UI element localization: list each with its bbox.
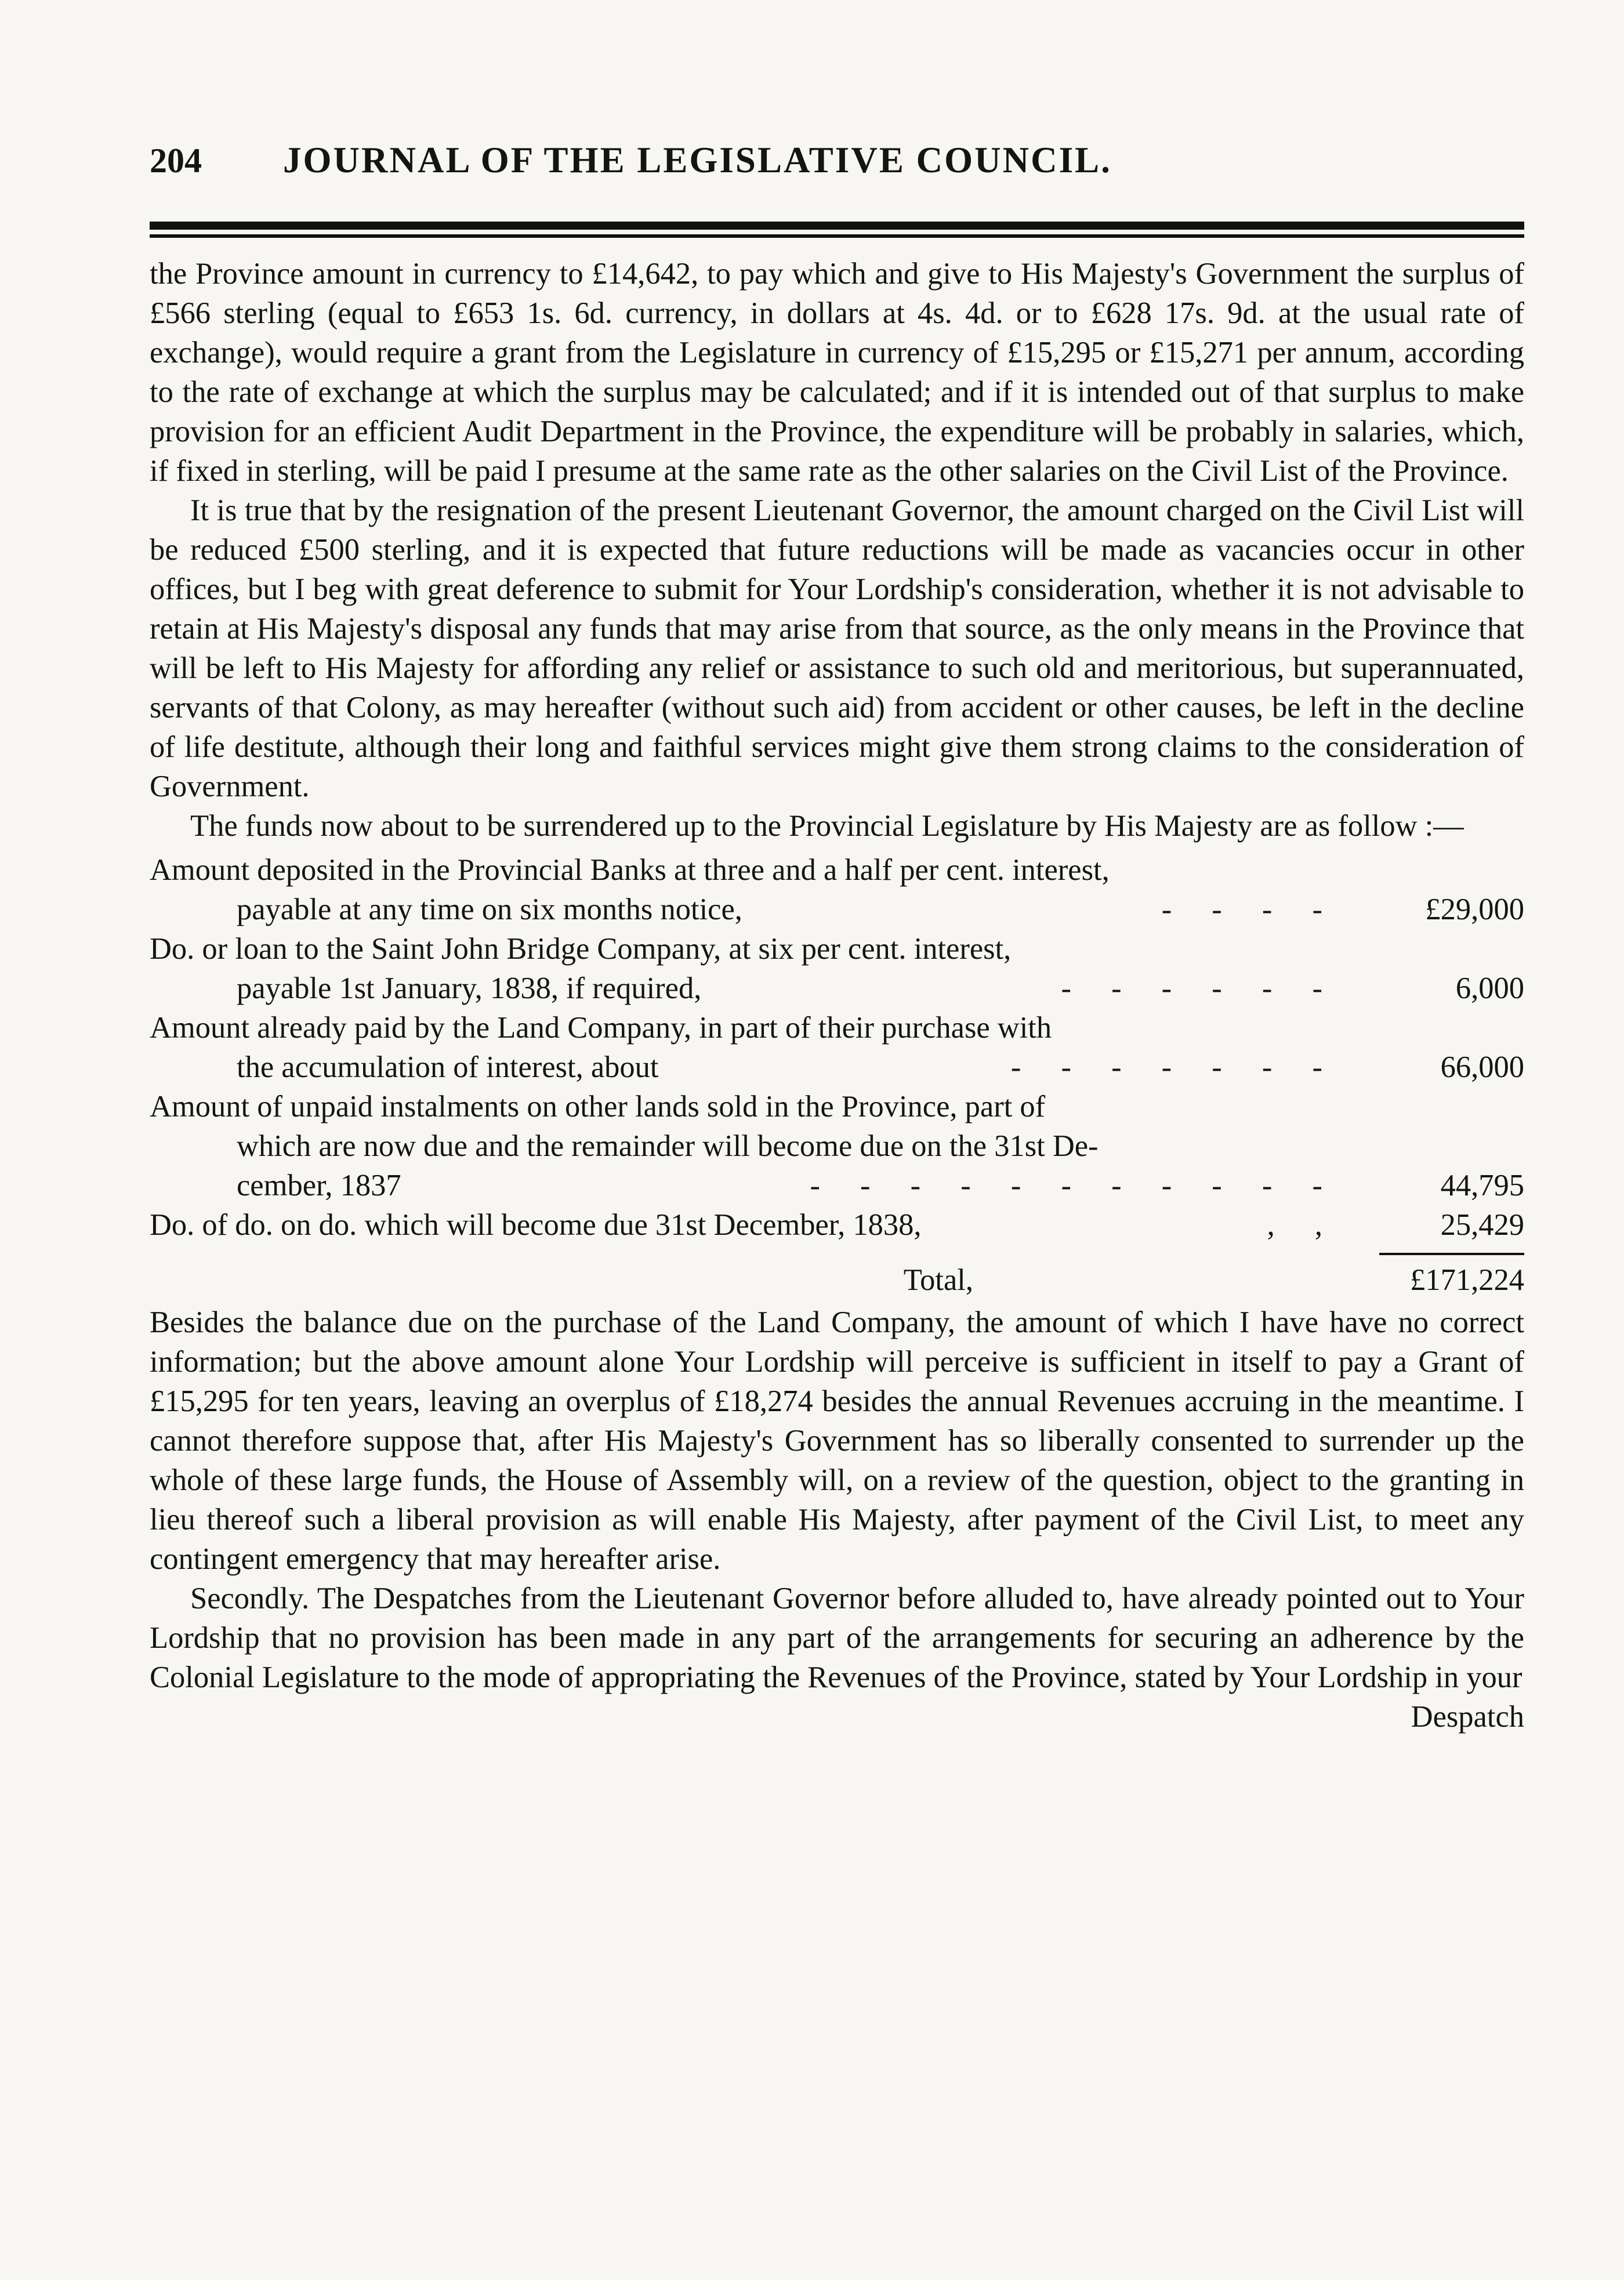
fund-item-last-row: [150, 890, 1524, 929]
fund-item: [150, 1205, 1524, 1245]
header-rule-thick: [150, 222, 1524, 230]
fund-amount: 25,429: [1440, 1208, 1524, 1242]
total-rule-wrap: [150, 1253, 1524, 1255]
closing-text: [150, 1303, 1524, 1697]
fund-item: [150, 1087, 1524, 1205]
body-text: [150, 254, 1524, 846]
leader-dots: - - - - - - - - - - -: [810, 1169, 1339, 1202]
paragraph-civil-list: It is true that by the resignation of the present Lieutenant Governor, the amount charged on the Civil List will be reduced £500 sterling, and it is expected that future reductions will be made as vacancies occur in other offices, but I beg with great deference to submit for Your Lordship's consideration, whether it is not advisable to retain at His Majesty's disposal any funds that may arise from that source, as the only means in the Province that will be left to His Majesty for affording any relief or assistance to such old and meritorious, but superannuated, servants of that Colony, as may hereafter (without such aid) from accident or other causes, be left in the decline of life destitute, although their long and faithful services might give them strong claims to the consideration of Government.: [150, 494, 1524, 803]
fund-item: [150, 1008, 1524, 1087]
fund-item-line: which are now due and the remainder will become due on the 31st De-: [237, 1129, 1099, 1163]
fund-item-line: Amount already paid by the Land Company, in part of their purchase with: [150, 1011, 1052, 1045]
funds-table: [150, 850, 1524, 1245]
catchword-wrap: [150, 1697, 1524, 1737]
total-rule: [1379, 1253, 1524, 1255]
leader-dots: - - - - - - -: [1010, 1050, 1339, 1084]
page-header: [150, 139, 1524, 209]
document-page: [150, 139, 1524, 1737]
fund-item: [150, 929, 1524, 1008]
fund-item-line: Do. or loan to the Saint John Bridge Company, at six per cent. interest,: [150, 932, 1012, 966]
fund-item-last-row: [150, 1047, 1524, 1087]
paragraph-funds-intro: The funds now about to be surrendered up to the Provincial Legislature by His Majesty are as follow :—: [190, 809, 1464, 843]
fund-item-last-row: [150, 1166, 1524, 1205]
total-label: Total,: [903, 1263, 973, 1297]
fund-item-line: Amount of unpaid instalments on other lands sold in the Province, part of: [150, 1090, 1046, 1123]
fund-amount: 44,795: [1440, 1169, 1524, 1202]
fund-item-last-line: cember, 1837: [237, 1169, 401, 1202]
fund-amount: £29,000: [1425, 893, 1524, 926]
fund-amount: 6,000: [1455, 972, 1524, 1005]
paragraph-balance: Besides the balance due on the purchase of the Land Company, the amount of which I have have no correct information; but the above amount alone Your Lordship will perceive is sufficient in itself to pay a Grant of £15,295 for ten years, leaving an overplus of £18,274 besides the annual Revenues accruing in the meantime. I cannot therefore suppose that, after His Majesty's Government has so liberally consented to surrender up the whole of these large funds, the House of Assembly will, on a review of the question, object to the granting in lieu thereof such a liberal provision as will enable His Majesty, after payment of the Civil List, to meet any contingent emergency that may hereafter arise.: [150, 1306, 1524, 1576]
fund-amount: 66,000: [1440, 1050, 1524, 1084]
leader-dots: , ,: [1267, 1208, 1339, 1242]
paragraph-secondly: Secondly. The Despatches from the Lieutenant Governor before alluded to, have already pointed out to Your Lordship that no provision has been made in any part of the arrangements for securing an adherence by the Colonial Legislature to the mode of appropriating the Revenues of the Province, stated by Your Lordship in your: [150, 1582, 1524, 1694]
fund-item-last-row: [150, 1205, 1524, 1245]
catchword: Despatch: [1411, 1700, 1524, 1734]
leader-dots: - - - -: [1161, 893, 1339, 926]
fund-item-last-line: payable 1st January, 1838, if required,: [237, 972, 702, 1005]
leader-dots: - - - - - -: [1061, 972, 1339, 1005]
fund-item: [150, 850, 1524, 929]
fund-item-last-row: [150, 969, 1524, 1008]
fund-item-last-line: payable at any time on six months notice,: [237, 893, 742, 926]
paragraph-continuation: the Province amount in currency to £14,642, to pay which and give to His Majesty's Government the surplus of £566 sterling (equal to £653 1s. 6d. currency, in dollars at 4s. 4d. or to £628 17s. 9d. at the usual rate of exchange), would require a grant from the Legislature in currency of £15,295 or £15,271 per annum, according to the rate of exchange at which the surplus may be calculated; and if it is intended out of that surplus to make provision for an efficient Audit Department in the Province, the expenditure will be probably in salaries, which, if fixed in sterling, will be paid I presume at the same rate as the other salaries on the Civil List of the Province.: [150, 257, 1524, 488]
running-title: JOURNAL OF THE LEGISLATIVE COUNCIL.: [283, 140, 1112, 180]
page-number: 204: [150, 142, 202, 180]
fund-item-last-line: the accumulation of interest, about: [237, 1050, 659, 1084]
fund-item-last-line: Do. of do. on do. which will become due 31st December, 1838,: [150, 1208, 922, 1242]
header-rule-thin: [150, 234, 1524, 238]
total-amount: £171,224: [1410, 1263, 1524, 1297]
total-row: [150, 1257, 1524, 1303]
fund-item-line: Amount deposited in the Provincial Banks at three and a half per cent. interest,: [150, 853, 1110, 887]
